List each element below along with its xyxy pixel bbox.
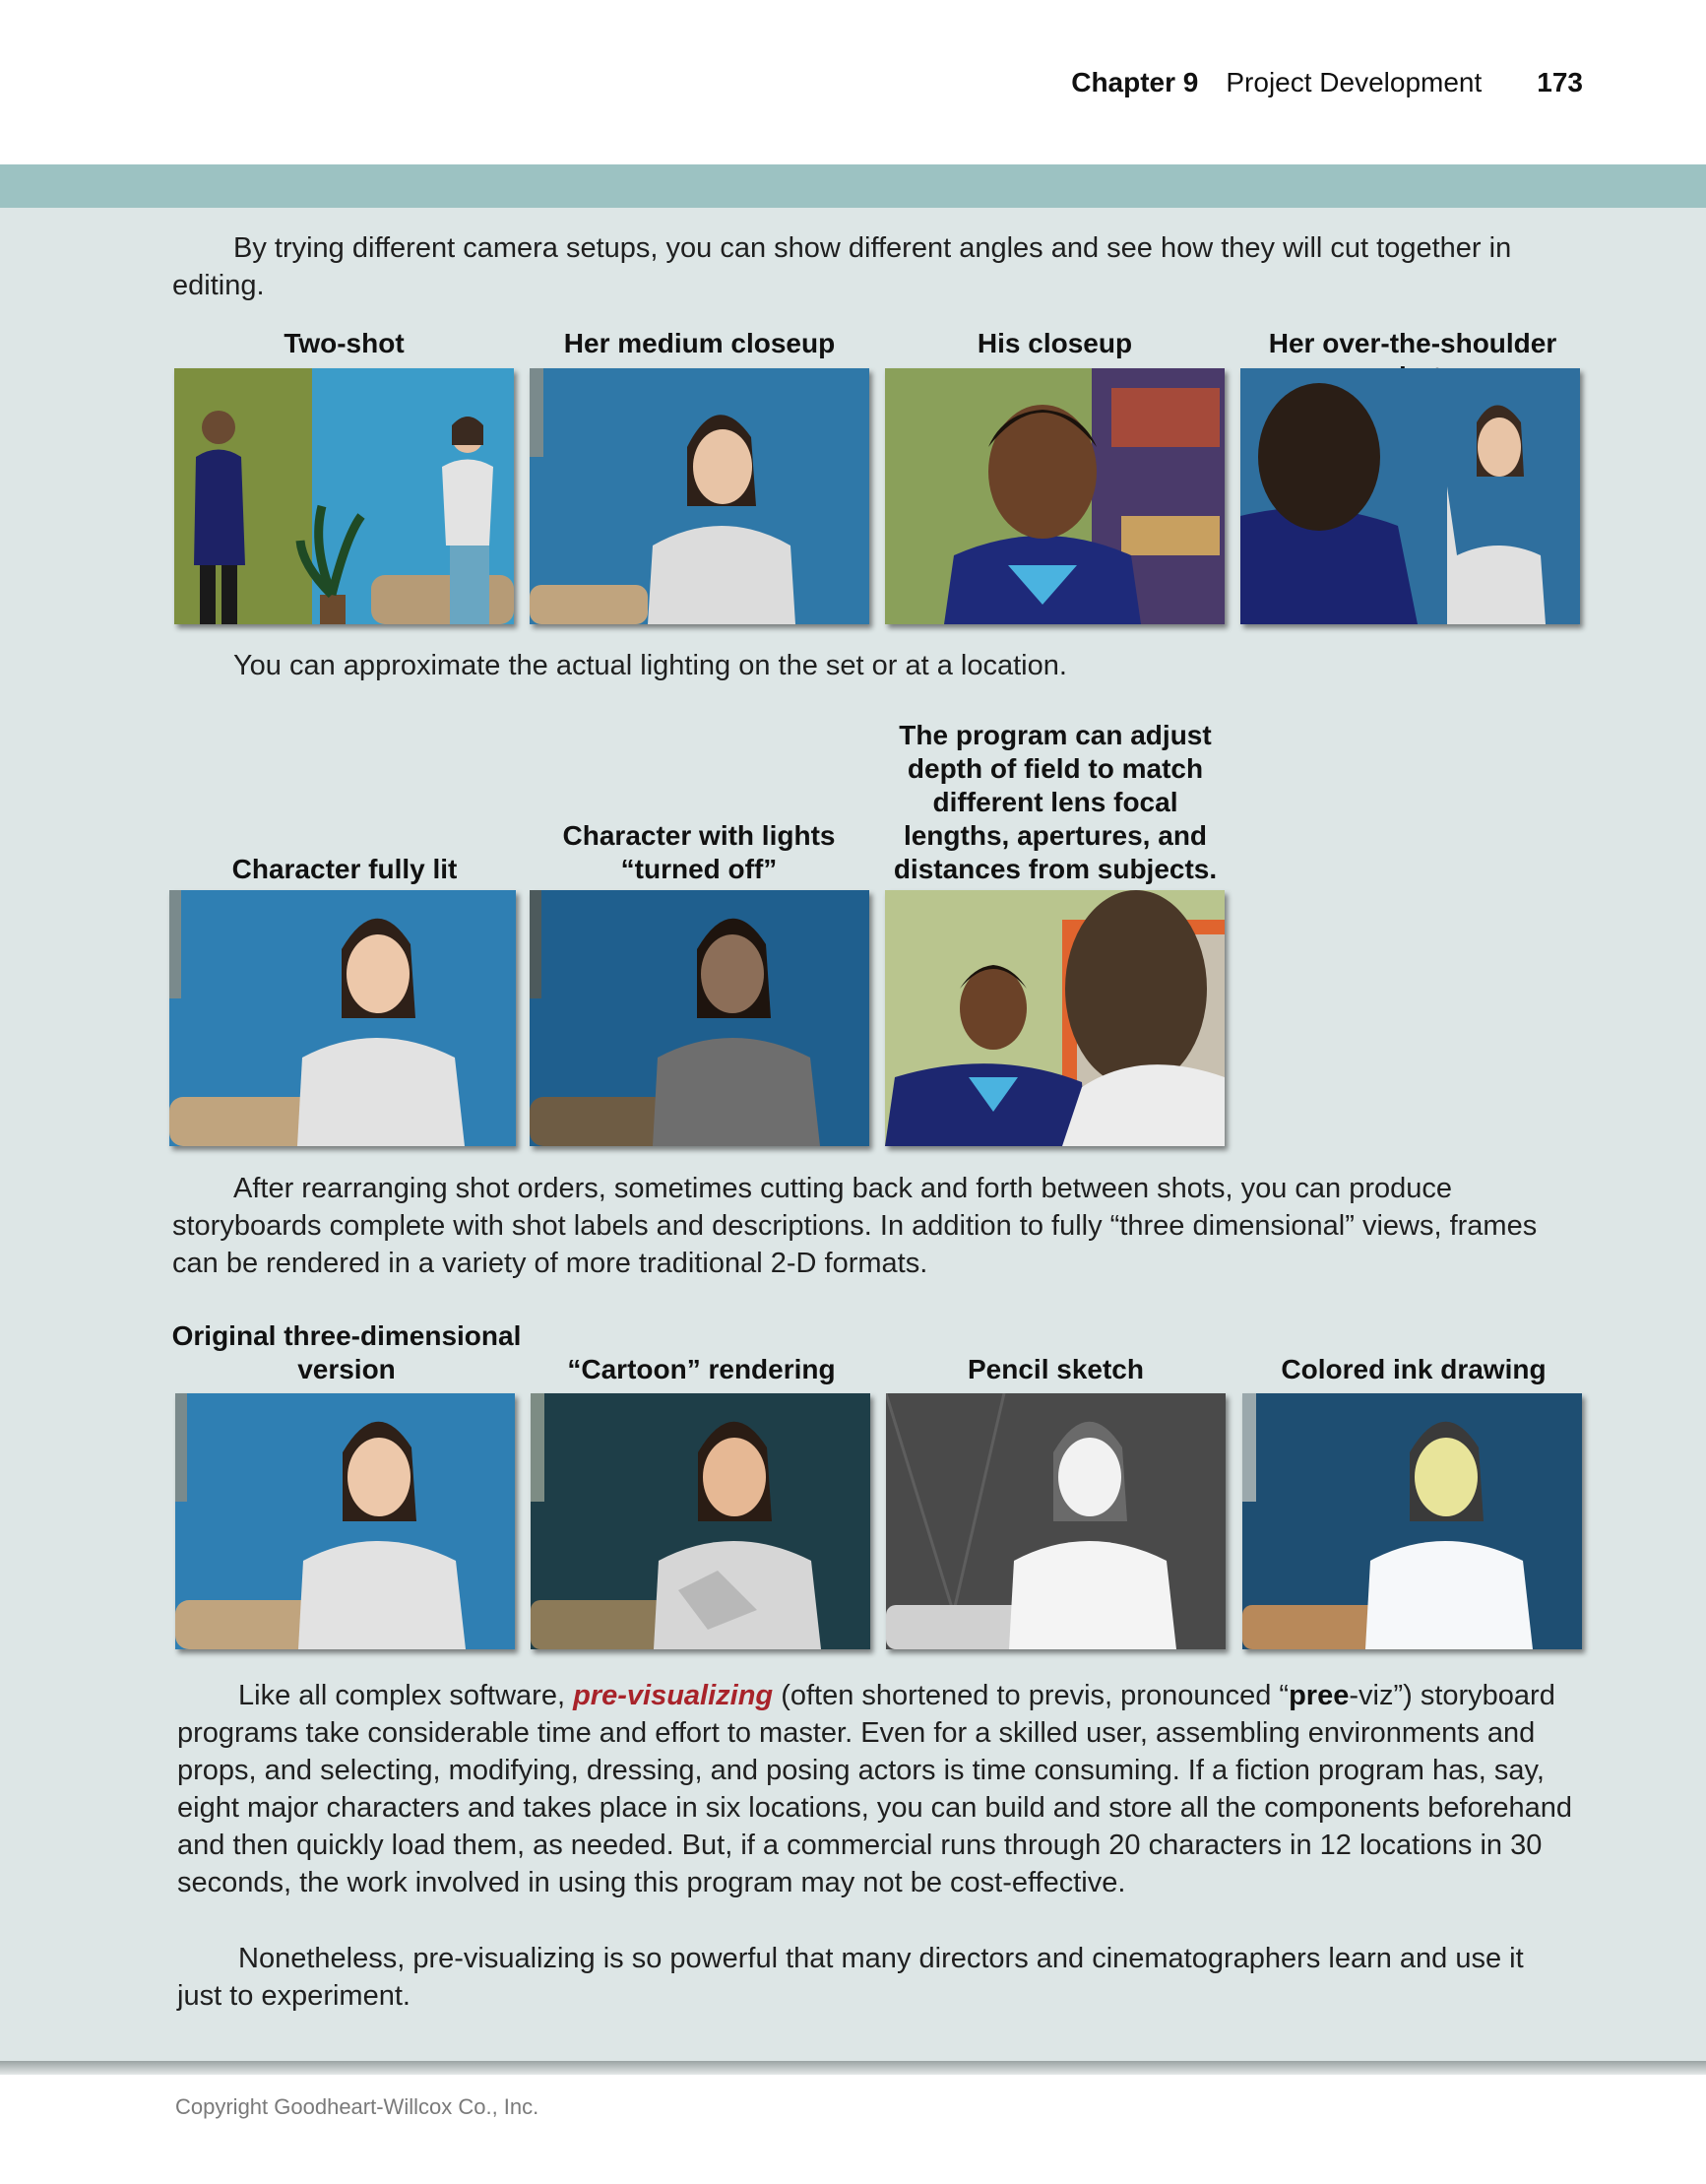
cartoon-rendering-image bbox=[531, 1393, 870, 1649]
section-title: Project Development bbox=[1226, 67, 1483, 97]
caption-lights-off: Character with lights “turned off” bbox=[562, 820, 836, 884]
caption-pencil-sketch: Pencil sketch bbox=[968, 1354, 1144, 1384]
pronunciation-stress: pree bbox=[1289, 1680, 1350, 1711]
storyboard-paragraph: After rearranging shot orders, sometimes cutting back and forth between shots, you can produce storyboards complete with shot labels and descriptions. In addition to fully “three dimensional” views, frames can be rendered in a variety of more traditional 2-D formats. bbox=[172, 1173, 1538, 1279]
caption-colored-ink: Colored ink drawing bbox=[1281, 1354, 1547, 1384]
chapter-label: Chapter 9 bbox=[1071, 67, 1199, 97]
his-closeup-image bbox=[885, 368, 1225, 624]
lights-off-image bbox=[530, 890, 869, 1146]
caption-over-the-shoulder: Her over-the-shoulder bbox=[1268, 328, 1557, 358]
pencil-sketch-image bbox=[886, 1393, 1226, 1649]
caption-fully-lit: Character fully lit bbox=[231, 854, 458, 884]
caption-cartoon: “Cartoon” rendering bbox=[567, 1354, 836, 1384]
depth-of-field-image bbox=[885, 890, 1225, 1146]
her-medium-closeup-image bbox=[530, 368, 869, 624]
over-the-shoulder-image bbox=[1240, 368, 1580, 624]
copyright-footer: Copyright Goodheart-Willcox Co., Inc. bbox=[175, 2094, 539, 2119]
running-header bbox=[1071, 67, 1583, 106]
caption-her-medium-closeup: Her medium closeup bbox=[563, 328, 836, 358]
two-shot-image bbox=[174, 368, 514, 624]
fully-lit-image bbox=[169, 890, 516, 1146]
previs-paragraph: Like all complex software, pre-visualizing (often shortened to previs, pronounced “pree-viz”) storyboard programs take considerable time and effort to master. Even for a skilled user, assembling environments and props, and selecting, modifying, dressing, and posing actors is time consuming. If a fiction program has, say, eight major characters and takes place in six locations, you can build and store all the components beforehand and then quickly load them, as needed. But, if a commercial runs through 20 characters in 12 locations in 30 seconds, the work involved in using this program may not be cost-effective. bbox=[177, 1680, 1573, 1898]
colored-ink-image bbox=[1242, 1393, 1582, 1649]
page-number: 173 bbox=[1537, 67, 1583, 97]
original-3d-image bbox=[175, 1393, 515, 1649]
previs-term: pre-visualizing bbox=[573, 1680, 774, 1711]
intro-paragraph: By trying different camera setups, you can show different angles and see how they will cut together in editing. bbox=[172, 232, 1512, 301]
caption-original-3d: Original three-dimensional version bbox=[171, 1320, 522, 1384]
header-band bbox=[0, 164, 1706, 208]
caption-two-shot: Two-shot bbox=[284, 328, 405, 358]
caption-depth-of-field: The program can adjust depth of field to match different lens focal lengths, apertures, and distances from subjects. bbox=[893, 720, 1218, 884]
caption-his-closeup: His closeup bbox=[977, 328, 1133, 358]
lighting-paragraph: You can approximate the actual lighting on the set or at a location. bbox=[233, 650, 1067, 681]
panel-shadow bbox=[0, 2061, 1706, 2075]
closing-paragraph: Nonetheless, pre-visualizing is so powerful that many directors and cinematographers learn and use it just to experiment. bbox=[177, 1943, 1524, 2012]
